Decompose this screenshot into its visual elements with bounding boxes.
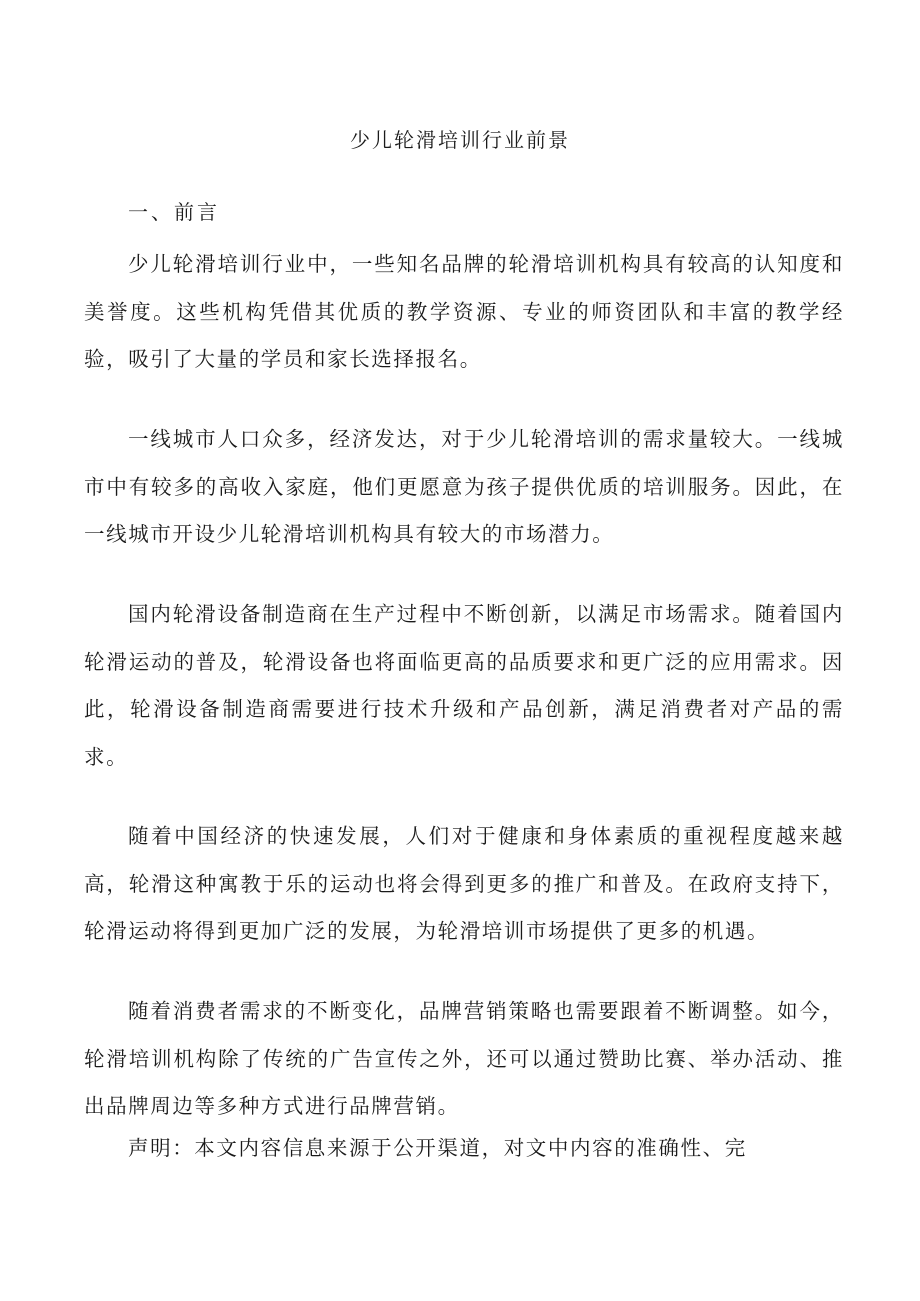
paragraph-economic-growth: 随着中国经济的快速发展，人们对于健康和身体素质的重视程度越来越高，轮滑这种寓教于乐的运动也将会得到更多的推广和普及。在政府支持下，轮滑运动将得到更加广泛的发展，为轮滑培训市场提供了更多的机遇。	[84, 824, 844, 943]
disclaimer-text: 声明：本文内容信息来源于公开渠道，对文中内容的准确性、完	[128, 1136, 747, 1160]
paragraph-first-tier-cities: 一线城市人口众多，经济发达，对于少儿轮滑培训的需求量较大。一线城市中有较多的高收入家庭，他们更愿意为孩子提供优质的培训服务。因此，在一线城市开设少儿轮滑培训机构具有较大的市场潜力。	[84, 427, 844, 546]
paragraph-brand-marketing: 随着消费者需求的不断变化，品牌营销策略也需要跟着不断调整。如今，轮滑培训机构除了传统的广告宣传之外，还可以通过赞助比赛、举办活动、推出品牌周边等多种方式进行品牌营销。	[84, 999, 844, 1118]
paragraph-brand-recognition: 少儿轮滑培训行业中，一些知名品牌的轮滑培训机构具有较高的认知度和美誉度。这些机构凭借其优质的教学资源、专业的师资团队和丰富的教学经验，吸引了大量的学员和家长选择报名。	[84, 252, 844, 371]
paragraph-equipment-makers: 国内轮滑设备制造商在生产过程中不断创新，以满足市场需求。随着国内轮滑运动的普及，轮滑设备也将面临更高的品质要求和更广泛的应用需求。因此，轮滑设备制造商需要进行技术升级和产品创新，满足消费者对产品的需求。	[84, 602, 844, 769]
document-title: 少儿轮滑培训行业前景	[350, 128, 570, 152]
section-heading: 一、前言	[128, 200, 220, 224]
